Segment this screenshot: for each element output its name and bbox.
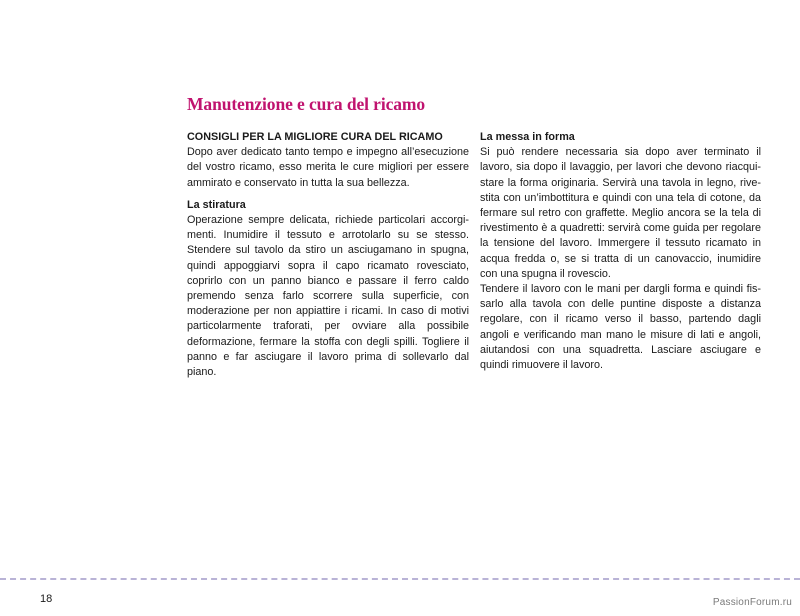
spacer <box>187 191 469 198</box>
shaping-paragraph-2: Tendere il lavoro con le mani per dargli forma e quindi fissarlo alla tavola con delle puntine disposte a distanza regolare, con il ricamo verso il basso, partendo dagli angoli e verificando man mano le misure di lati e angoli, aiutandosi con una squadretta. Lasciare asciugare e quindi rimuovere il lavoro. <box>480 283 761 372</box>
section-heading-shaping: La messa in forma <box>480 131 575 143</box>
ironing-paragraph: Operazione sempre delicata, richiede particolari accorgimenti. Inumidire il tessuto e arrotolarlo su se stesso. Stendere sul tavolo da stiro un asciugamano in spugna, quindi appoggiarvi sopra il capo ricamato rovesciato, coprirlo con un panno bianco e passare il ferro caldo premendo senza farlo scorrere sulla superficie, con moderazione per non appiattire i ricami. In caso di motivi particolarmente traforati, per ovviare alla possibile deformazione, fermare la stoffa con degli spilli. Togliere il panno e far asciugare il lavoro prima di sollevarlo dal piano. <box>187 214 469 379</box>
page-number: 18 <box>40 593 53 605</box>
site-watermark: PassionForum.ru <box>712 597 792 608</box>
section-heading-ironing: La stiratura <box>187 198 246 211</box>
footer-dashed-rule <box>0 578 800 580</box>
shaping-paragraph-1: Si può rendere necessaria sia dopo aver terminato il lavoro, sia dopo il lavaggio, per lavori che devono riacquistare la forma originaria. Servirà una tavola in legno, rivestita con un’imbottitura e quindi con una tela di cotone, da fermare sul retro con graffette. Meglio ancora se la tela di rivestimento è a quadretti: servirà come guida per regolare la tensione del lavoro. Immergere il tessuto ricamato in acqua fredda o, se si tratta di un canovaccio, inumidire con una spugna il rovescio. <box>480 146 761 280</box>
section-heading-care-tips: CONSIGLI PER LA MIGLIORE CURA DEL RICAMO <box>187 131 443 143</box>
right-column <box>480 130 761 373</box>
page-title: Manutenzione e cura del ricamo <box>187 94 426 114</box>
left-column <box>187 130 469 380</box>
intro-paragraph: Dopo aver dedicato tanto tempo e impegno all’esecuzione del vostro ricamo, esso merita le cure migliori per essere ammirato e conservato in tutta la sua bellezza. <box>187 146 469 189</box>
